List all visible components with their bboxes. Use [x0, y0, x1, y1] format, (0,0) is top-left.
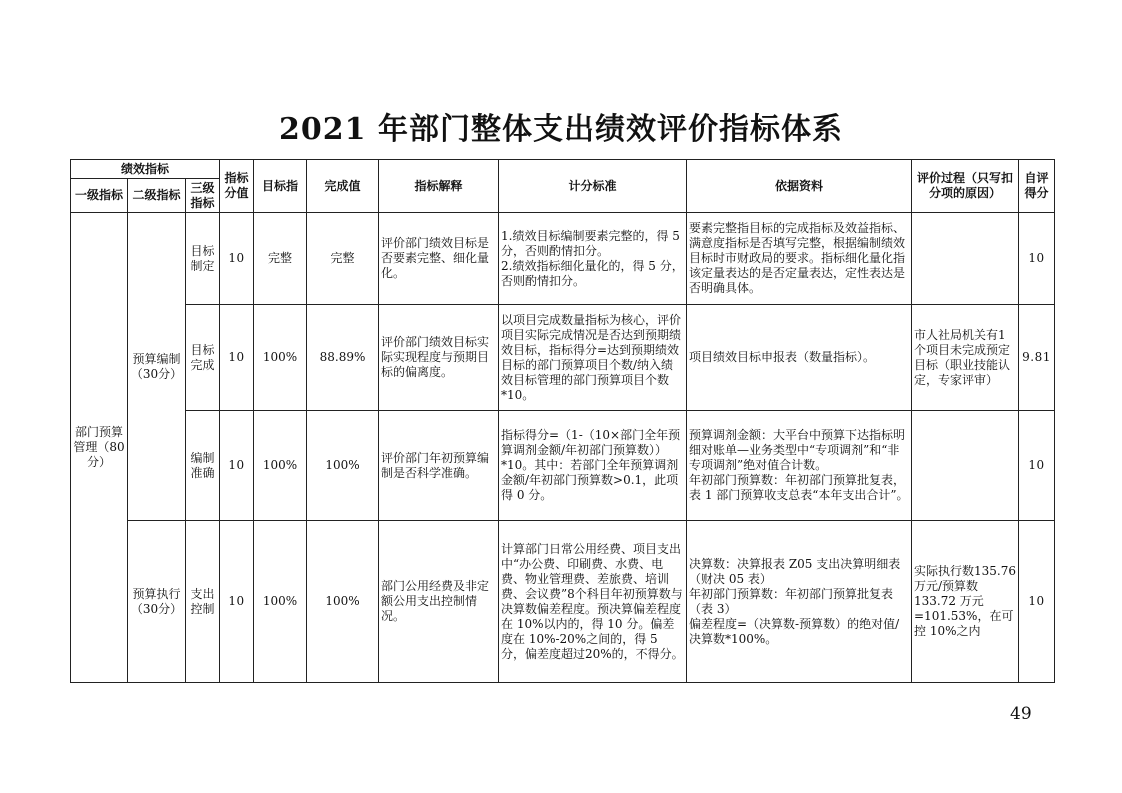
score-cell: 10: [220, 305, 254, 411]
header-level2: 二级指标: [128, 179, 186, 213]
header-level1: 一级指标: [71, 179, 128, 213]
header-completion: 完成值: [307, 160, 379, 213]
basis-cell: 决算数：决算报表 Z05 支出决算明细表（财决 05 表） 年初部门预算数：年初部门预算批复表（表 3） 偏差程度=（决算数-预算数）的绝对值/决算数*100%。: [687, 521, 912, 683]
header-process: 评价过程（只写扣分项的原因）: [912, 160, 1019, 213]
scoring-cell: 1.绩效目标编制要素完整的，得 5 分，否则酌情扣分。 2.绩效指标细化量化的，得 5 分，否则酌情扣分。: [499, 213, 687, 305]
score-cell: 10: [220, 521, 254, 683]
level3-cell: 支出控制: [186, 521, 220, 683]
header-scoring: 计分标准: [499, 160, 687, 213]
header-self-score: 自评得分: [1019, 160, 1055, 213]
scoring-cell: 指标得分=（1-（10×部门全年预算调剂金额/年初部门预算数））*10。其中：若部门全年预算调剂金额/年初部门预算数>0.1，此项得 0 分。: [499, 411, 687, 521]
explanation-cell: 部门公用经费及非定额公用支出控制情况。: [379, 521, 499, 683]
completion-cell: 100%: [307, 411, 379, 521]
header-basis: 依据资料: [687, 160, 912, 213]
performance-indicator-table: [70, 159, 1055, 683]
target-cell: 完整: [254, 213, 307, 305]
scoring-cell: 计算部门日常公用经费、项目支出中“办公费、印刷费、水费、电费、物业管理费、差旅费、培训费、会议费”8个科目年初预算数与决算数偏差程度。预决算偏差程度在 10%以内的，得 10 分。偏差度在 10%-20%之间的，得 5 分，偏差度超过20%的，不得分。: [499, 521, 687, 683]
score-cell: 10: [220, 213, 254, 305]
level1-cell: 部门预算管理（80分）: [71, 213, 128, 683]
process-cell: [912, 213, 1019, 305]
self-score-cell: 10: [1019, 213, 1055, 305]
score-cell: 10: [220, 411, 254, 521]
basis-cell: 项目绩效目标申报表（数量指标）。: [687, 305, 912, 411]
header-score-value: 指标分值: [220, 160, 254, 213]
table-row: [71, 213, 1055, 305]
header-perf-indicator: 绩效指标: [71, 160, 220, 179]
explanation-cell: 评价部门年初预算编制是否科学准确。: [379, 411, 499, 521]
completion-cell: 100%: [307, 521, 379, 683]
table-row: [71, 411, 1055, 521]
explanation-cell: 评价部门绩效目标实际实现程度与预期目标的偏离度。: [379, 305, 499, 411]
process-cell: 实际执行数135.76 万元/预算数 133.72 万元=101.53%，在可控 10%之内: [912, 521, 1019, 683]
level2-cell: 预算执行（30分）: [128, 521, 186, 683]
header-explanation: 指标解释: [379, 160, 499, 213]
explanation-cell: 评价部门绩效目标是否要素完整、细化量化。: [379, 213, 499, 305]
completion-cell: 完整: [307, 213, 379, 305]
level3-cell: 目标完成: [186, 305, 220, 411]
header-level3: 三级指标: [186, 179, 220, 213]
basis-cell: 预算调剂金额：大平台中预算下达指标明细对账单—业务类型中“专项调剂”和“非专项调剂”绝对值合计数。 年初部门预算数：年初部门预算批复表，表 1 部门预算收支总表“本年支出合计”。: [687, 411, 912, 521]
self-score-cell: 10: [1019, 521, 1055, 683]
page-number: 49: [1010, 704, 1032, 724]
header-target: 目标指: [254, 160, 307, 213]
process-cell: 市人社局机关有1个项目未完成预定目标（职业技能认定，专家评审）: [912, 305, 1019, 411]
self-score-cell: 9.81: [1019, 305, 1055, 411]
level2-cell: 预算编制（30分）: [128, 213, 186, 521]
process-cell: [912, 411, 1019, 521]
self-score-cell: 10: [1019, 411, 1055, 521]
level3-cell: 目标制定: [186, 213, 220, 305]
target-cell: 100%: [254, 411, 307, 521]
table-row: [71, 305, 1055, 411]
basis-cell: 要素完整指目标的完成指标及效益指标、满意度指标是否填写完整，根据编制绩效目标时市财政局的要求。指标细化量化指该定量表达的是否定量表达，定性表达是否明确具体。: [687, 213, 912, 305]
level3-cell: 编制准确: [186, 411, 220, 521]
target-cell: 100%: [254, 521, 307, 683]
completion-cell: 88.89%: [307, 305, 379, 411]
target-cell: 100%: [254, 305, 307, 411]
scoring-cell: 以项目完成数量指标为核心，评价项目实际完成情况是否达到预期绩效目标，指标得分=达到预期绩效目标的部门预算项目个数/纳入绩效目标管理的部门预算项目个数*10。: [499, 305, 687, 411]
page-title: 2021 年部门整体支出绩效评价指标体系: [279, 112, 843, 147]
table-row: [71, 521, 1055, 683]
